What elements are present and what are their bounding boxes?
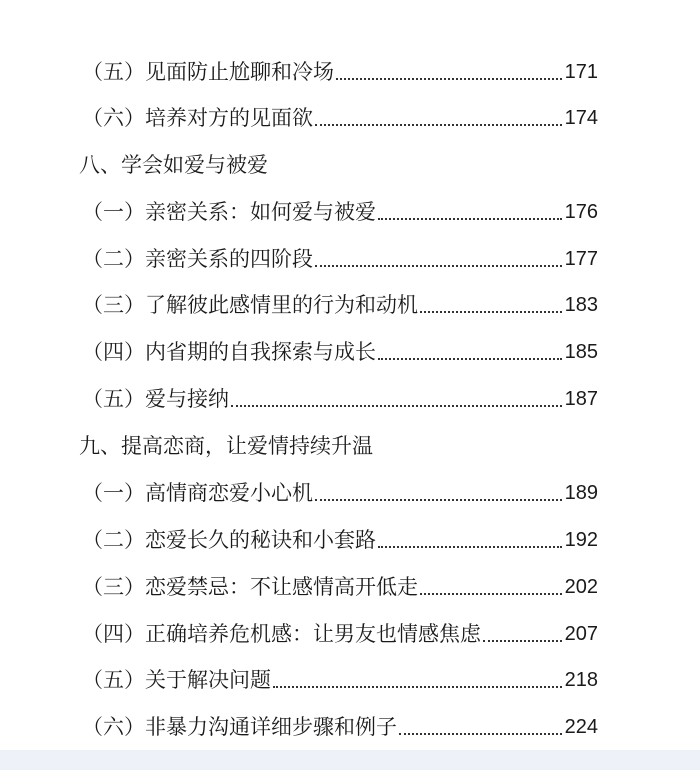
toc-dot-leader xyxy=(420,311,562,313)
toc-dot-leader xyxy=(378,218,562,220)
toc-dot-leader xyxy=(483,640,562,642)
toc-entry-title: （六）培养对方的见面欲 xyxy=(82,106,313,130)
toc-chapter-heading xyxy=(79,150,639,180)
toc-entry-title: （四）内省期的自我探索与成长 xyxy=(82,340,376,364)
toc-entry xyxy=(82,572,598,602)
toc-entry xyxy=(82,197,598,227)
toc-dot-leader xyxy=(315,124,562,126)
toc-entry-title: （二）恋爱长久的秘诀和小套路 xyxy=(82,528,376,552)
toc-entry-title: （五）爱与接纳 xyxy=(82,387,229,411)
toc-entry xyxy=(82,665,598,695)
toc-page-number: 207 xyxy=(564,623,598,645)
toc-entry xyxy=(82,712,598,742)
toc-page-number: 174 xyxy=(564,107,598,129)
toc-entry xyxy=(82,478,598,508)
toc-chapter-title: 九、提高恋商，让爱情持续升温 xyxy=(79,434,373,458)
toc-dot-leader xyxy=(273,686,562,688)
toc-dot-leader xyxy=(378,546,562,548)
toc-page-number: 192 xyxy=(564,529,598,551)
toc-entry-title: （三）了解彼此感情里的行为和动机 xyxy=(82,293,418,317)
page-bottom-margin xyxy=(0,750,700,770)
toc-entry-title: （一）亲密关系：如何爱与被爱 xyxy=(82,200,376,224)
toc-chapter-title: 八、学会如爱与被爱 xyxy=(79,153,268,177)
toc-entry xyxy=(82,57,598,87)
toc-page-number: 185 xyxy=(564,341,598,363)
toc-dot-leader xyxy=(315,499,562,501)
toc-page-number: 224 xyxy=(564,716,598,738)
toc-entry xyxy=(82,384,598,414)
toc-page-number: 202 xyxy=(564,576,598,598)
toc-chapter-heading xyxy=(79,431,639,461)
toc-page-number: 177 xyxy=(564,248,598,270)
toc-entry-title: （五）关于解决问题 xyxy=(82,668,271,692)
toc-dot-leader xyxy=(420,593,562,595)
toc-entry-title: （一）高情商恋爱小心机 xyxy=(82,481,313,505)
toc-entry xyxy=(82,244,598,274)
toc-page-number: 176 xyxy=(564,201,598,223)
toc-entry xyxy=(82,525,598,555)
toc-entry xyxy=(82,619,598,649)
toc-page-number: 218 xyxy=(564,669,598,691)
toc-entry-title: （三）恋爱禁忌：不让感情高开低走 xyxy=(82,575,418,599)
toc-entry-title: （四）正确培养危机感：让男友也情感焦虑 xyxy=(82,622,481,646)
toc-entry xyxy=(82,290,598,320)
toc-page-number: 187 xyxy=(564,388,598,410)
toc-entry-title: （二）亲密关系的四阶段 xyxy=(82,247,313,271)
toc-entry xyxy=(82,337,598,367)
toc-page-number: 171 xyxy=(564,61,598,83)
toc-dot-leader xyxy=(231,405,562,407)
toc-page-number: 183 xyxy=(564,294,598,316)
toc-page-number: 189 xyxy=(564,482,598,504)
toc-dot-leader xyxy=(336,78,562,80)
toc-dot-leader xyxy=(378,358,562,360)
toc-entry xyxy=(82,103,598,133)
toc-entry-title: （六）非暴力沟通详细步骤和例子 xyxy=(82,715,397,739)
toc-dot-leader xyxy=(399,733,562,735)
toc-entry-title: （五）见面防止尬聊和冷场 xyxy=(82,60,334,84)
toc-dot-leader xyxy=(315,265,562,267)
